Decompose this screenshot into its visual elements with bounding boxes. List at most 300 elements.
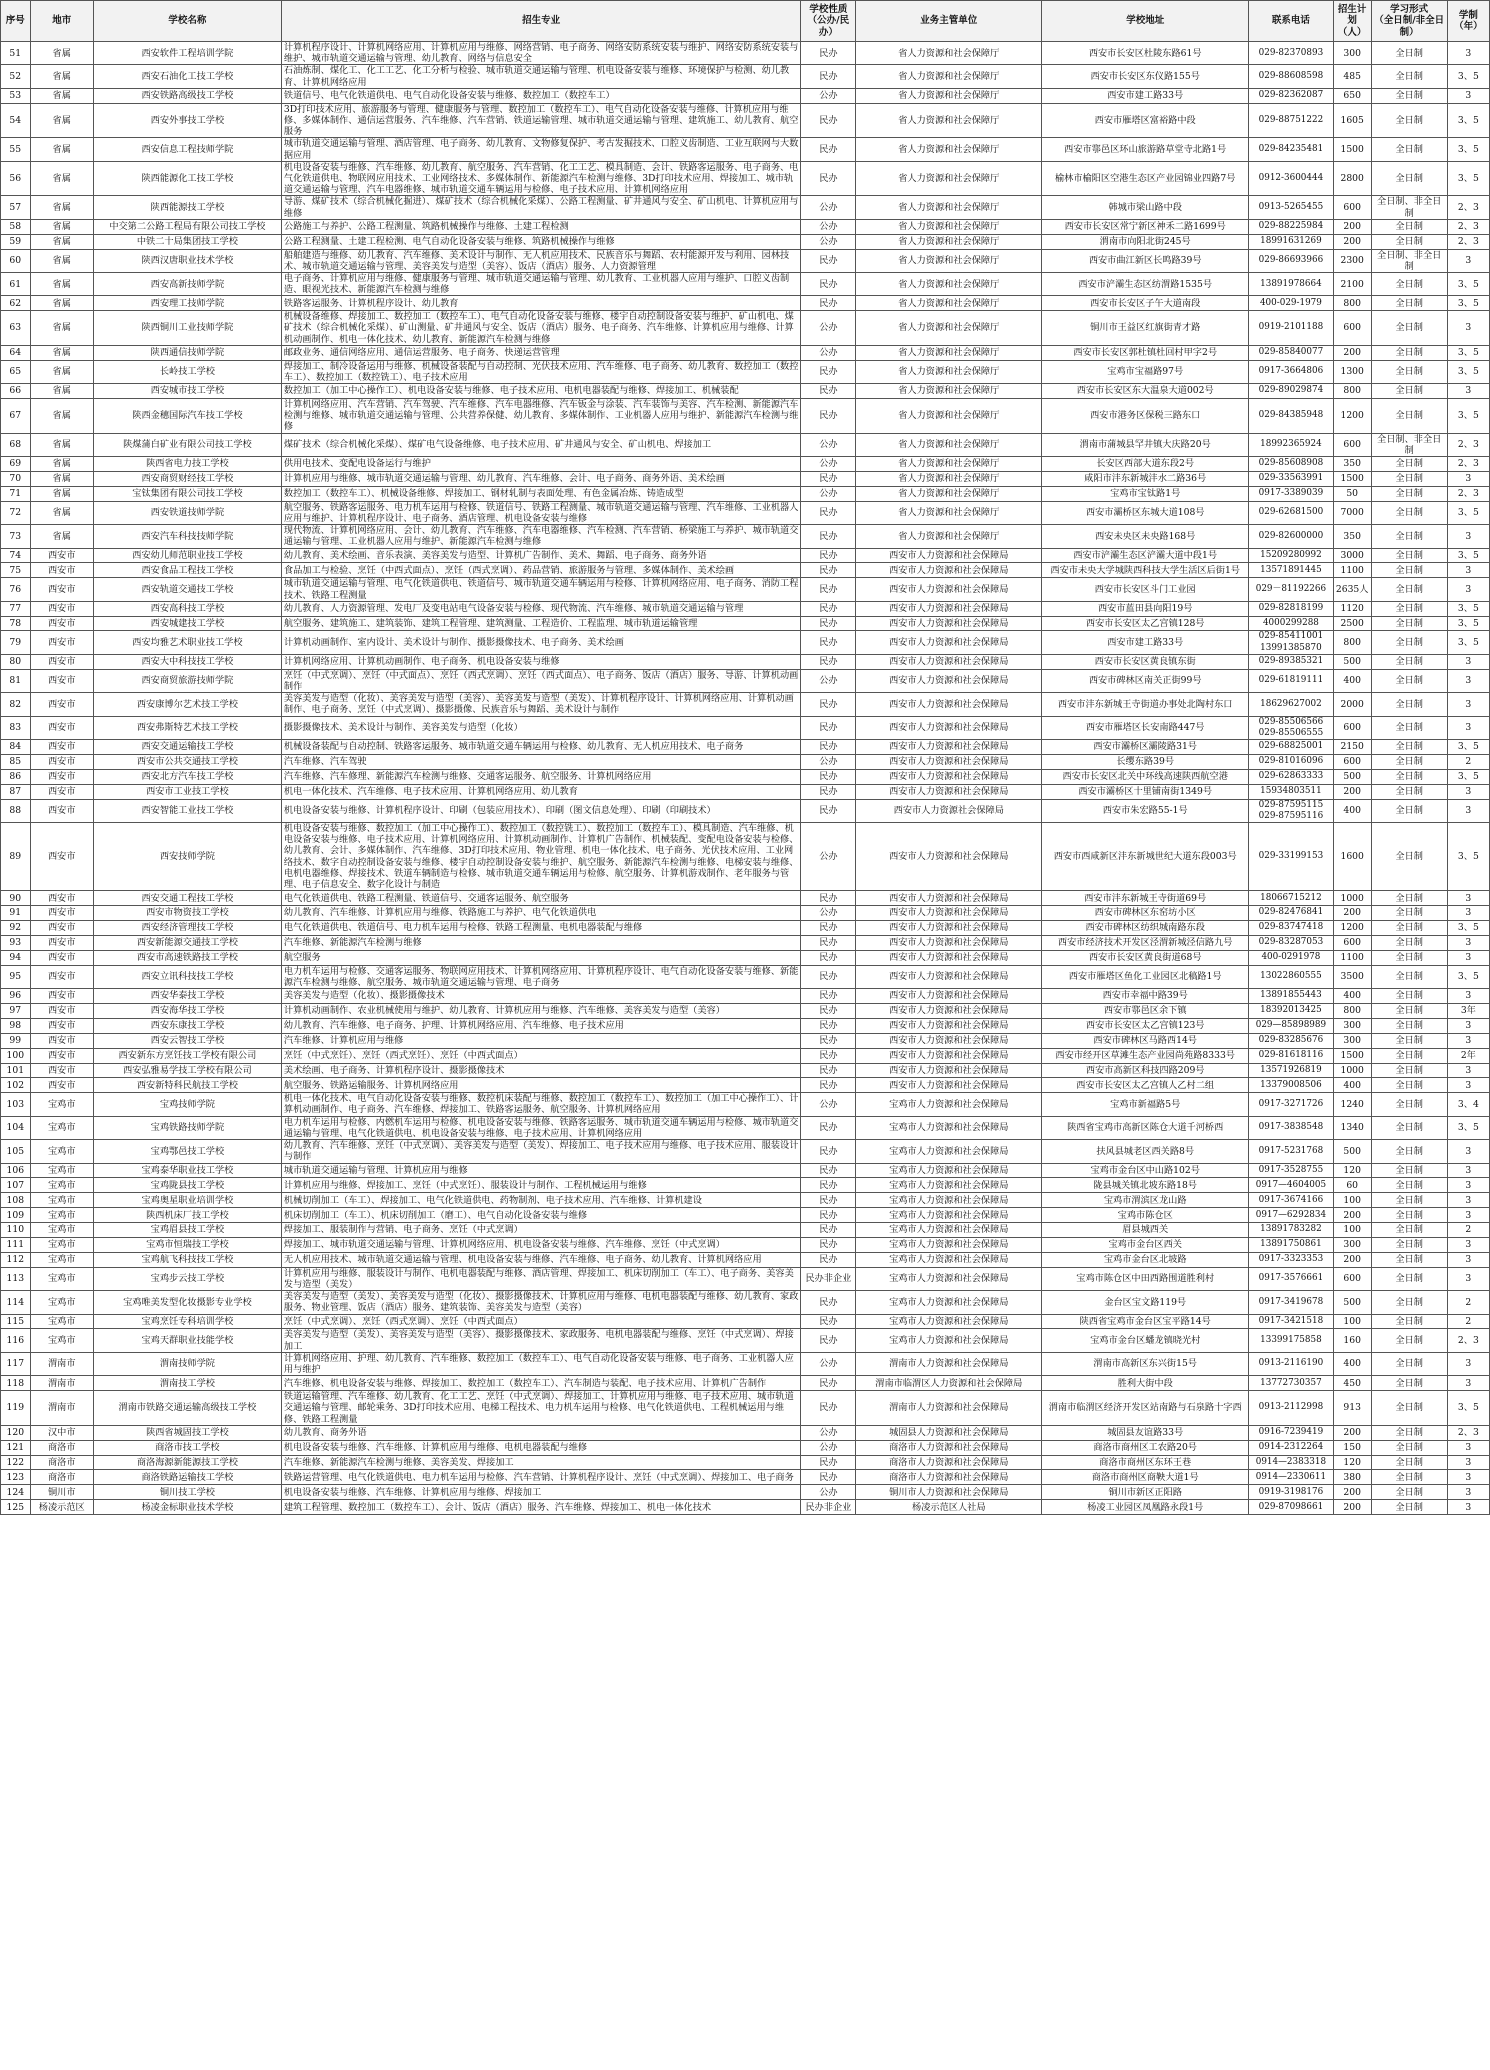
row-duration: 3: [1447, 716, 1489, 739]
row-school-type: 民办: [801, 1078, 856, 1093]
row-address: 西安市港务区保税三路东口: [1042, 399, 1249, 434]
row-school-type: 民办: [801, 525, 856, 548]
table-row: [1, 740, 1490, 755]
row-address: 渭南市向阳北街245号: [1042, 234, 1249, 249]
row-address: 西安市长安区太乙宫镇128号: [1042, 616, 1249, 631]
row-school-name: 渭南技师学院: [93, 1352, 281, 1375]
row-authority: 西安市人力资源和社会保障局: [856, 1063, 1042, 1078]
row-duration: 3: [1447, 1267, 1489, 1290]
row-majors: 数控加工（加工中心操作工）、机电设备安装与维修、电子技术应用、电机电器装配与维修、焊接加工、机械装配: [281, 384, 801, 399]
table-row: [1, 1314, 1490, 1329]
row-majors: 机械设备维修、焊接加工、数控加工（数控车工）、电气自动化设备安装与维修、楼宇自动控制设备安装与维护、矿山机电、煤矿技术（综合机械化采煤）、矿山测量、矿井通风与安全、饭店（酒店）服务、电子商务、汽车维修、计算机应用与维修、计算机动画制作、机电一体化技术、幼儿教育、新能源汽车检测与维修: [281, 311, 801, 346]
row-duration: 3: [1447, 1033, 1489, 1048]
header-school-name: 学校名称: [93, 1, 281, 42]
row-plan: 600: [1333, 716, 1371, 739]
row-address: 西安市沣东新城王寺街道69号: [1042, 891, 1249, 906]
row-school-name: 西安城市技工学校: [93, 384, 281, 399]
row-index: 108: [1, 1193, 31, 1208]
row-phone: 029-62681500: [1249, 501, 1333, 524]
row-authority: 城固县人力资源和社会保障局: [856, 1425, 1042, 1440]
row-majors: 美术绘画、电子商务、计算机程序设计、摄影摄像技术: [281, 1063, 801, 1078]
row-study-mode: 全日制: [1371, 501, 1447, 524]
row-majors: 铁路客运服务、计算机程序设计、幼儿教育: [281, 296, 801, 311]
row-school-name: 宝鸡航飞科技技工学校: [93, 1252, 281, 1267]
row-city: 渭南市: [30, 1391, 93, 1426]
row-city: 宝鸡市: [30, 1093, 93, 1116]
row-authority: 省人力资源和社会保障厅: [856, 196, 1042, 219]
row-plan: 485: [1333, 65, 1371, 88]
table-row: [1, 1048, 1490, 1063]
row-index: 112: [1, 1252, 31, 1267]
row-index: 86: [1, 769, 31, 784]
row-duration: 3: [1447, 799, 1489, 822]
row-city: 宝鸡市: [30, 1223, 93, 1238]
header-study-mode: 学习形式 （全日制/非全日制）: [1371, 1, 1447, 42]
row-address: 西安市朱宏路55-1号: [1042, 799, 1249, 822]
row-school-type: 民办: [801, 103, 856, 138]
row-plan: 1000: [1333, 1063, 1371, 1078]
row-city: 西安市: [30, 693, 93, 716]
row-authority: 西安市人力资源和社会保障局: [856, 950, 1042, 965]
row-plan: 300: [1333, 42, 1371, 65]
row-school-type: 民办: [801, 920, 856, 935]
row-phone: 13891750861: [1249, 1237, 1333, 1252]
row-index: 62: [1, 296, 31, 311]
row-phone: 0917-3271726: [1249, 1093, 1333, 1116]
row-city: 西安市: [30, 950, 93, 965]
row-address: 西安市鄠邑区环山旅游路草堂寺北路1号: [1042, 138, 1249, 161]
row-majors: 城市轨道交通运输与管理、酒店管理、电子商务、幼儿教育、文物修复保护、考古发掘技术、口腔义齿制造、工业互联网与大数据应用: [281, 138, 801, 161]
row-city: 宝鸡市: [30, 1329, 93, 1352]
row-study-mode: 全日制: [1371, 1455, 1447, 1470]
row-authority: 西安市人力资源和社会保障局: [856, 754, 1042, 769]
row-plan: 400: [1333, 1352, 1371, 1375]
row-authority: 西安市人力资源和社会保障局: [856, 716, 1042, 739]
row-school-type: 民办: [801, 1208, 856, 1223]
row-authority: 省人力资源和社会保障厅: [856, 65, 1042, 88]
row-phone: 0917—4604005: [1249, 1178, 1333, 1193]
row-city: 宝鸡市: [30, 1252, 93, 1267]
row-school-name: 西安弘雅易学技工学校有限公司: [93, 1063, 281, 1078]
row-plan: 600: [1333, 754, 1371, 769]
table-row: [1, 501, 1490, 524]
row-school-name: 陕西能源化工技工学校: [93, 161, 281, 196]
row-phone: 18629627002: [1249, 693, 1333, 716]
row-school-name: 西安智能工业技工学校: [93, 799, 281, 822]
row-school-type: 民办: [801, 1237, 856, 1252]
row-duration: 3、5: [1447, 1391, 1489, 1426]
row-index: 76: [1, 578, 31, 601]
row-authority: 宝鸡市人力资源和社会保障局: [856, 1267, 1042, 1290]
row-index: 65: [1, 360, 31, 383]
row-phone: 029-85411001 13991385870: [1249, 631, 1333, 654]
row-phone: 400-029-1979: [1249, 296, 1333, 311]
row-authority: 西安市人力资源和社会保障局: [856, 740, 1042, 755]
row-phone: 0917-3674166: [1249, 1193, 1333, 1208]
header-city: 地市: [30, 1, 93, 42]
row-phone: 13772730357: [1249, 1376, 1333, 1391]
row-authority: 西安市人力资源和社会保障局: [856, 654, 1042, 669]
row-address: 铜川市新区正阳路: [1042, 1485, 1249, 1500]
table-row: [1, 1193, 1490, 1208]
row-city: 省属: [30, 42, 93, 65]
row-plan: 200: [1333, 1252, 1371, 1267]
row-study-mode: 全日制: [1371, 1252, 1447, 1267]
row-authority: 渭南市临渭区人力资源和社会保障局: [856, 1376, 1042, 1391]
row-authority: 西安市人力资源和社会保障局: [856, 920, 1042, 935]
row-city: 省属: [30, 345, 93, 360]
row-authority: 西安市人力资源和社会保障局: [856, 616, 1042, 631]
row-authority: 宝鸡市人力资源和社会保障局: [856, 1208, 1042, 1223]
row-plan: 800: [1333, 296, 1371, 311]
row-plan: 2000: [1333, 693, 1371, 716]
row-plan: 350: [1333, 457, 1371, 472]
row-school-name: 陕煤蒲白矿业有限公司技工学校: [93, 433, 281, 456]
row-phone: 0917—6292834: [1249, 1208, 1333, 1223]
row-school-name: 陕西省城固技工学校: [93, 1425, 281, 1440]
row-duration: 2、3: [1447, 196, 1489, 219]
row-index: 52: [1, 65, 31, 88]
row-plan: 800: [1333, 384, 1371, 399]
row-study-mode: 全日制: [1371, 1093, 1447, 1116]
row-majors: 机电设备安装与维修、计算机程序设计、印刷（包装应用技术）、印刷（图文信息处理）、印刷（印刷技术）: [281, 799, 801, 822]
row-study-mode: 全日制: [1371, 311, 1447, 346]
row-plan: 500: [1333, 1140, 1371, 1163]
row-duration: 3、4: [1447, 1093, 1489, 1116]
row-plan: 400: [1333, 989, 1371, 1004]
row-majors: 航空服务: [281, 950, 801, 965]
row-plan: 650: [1333, 88, 1371, 103]
row-city: 宝鸡市: [30, 1178, 93, 1193]
row-address: 西安市灞桥区东城大道108号: [1042, 501, 1249, 524]
row-phone: 0917-3576661: [1249, 1267, 1333, 1290]
row-plan: 200: [1333, 784, 1371, 799]
row-authority: 渭南市人力资源和社会保障局: [856, 1352, 1042, 1375]
table-row: [1, 1440, 1490, 1455]
row-city: 西安市: [30, 1063, 93, 1078]
row-duration: 3: [1447, 1178, 1489, 1193]
row-study-mode: 全日制: [1371, 219, 1447, 234]
row-study-mode: 全日制: [1371, 920, 1447, 935]
row-city: 西安市: [30, 799, 93, 822]
row-study-mode: 全日制: [1371, 965, 1447, 988]
row-duration: 3、5: [1447, 345, 1489, 360]
row-plan: 150: [1333, 1440, 1371, 1455]
row-authority: 省人力资源和社会保障厅: [856, 360, 1042, 383]
row-school-type: 民办: [801, 1140, 856, 1163]
header-plan: 招生计划 （人）: [1333, 1, 1371, 42]
row-address: 西安市长安区常宁新区神禾二路1699号: [1042, 219, 1249, 234]
row-index: 59: [1, 234, 31, 249]
row-study-mode: 全日制: [1371, 769, 1447, 784]
row-majors: 机电设备安装与维修、数控加工（加工中心操作工）、数控加工（数控铣工）、数控加工（数控车工）、模具制造、汽车维修、机电设备安装与维修、电子技术应用、计算机网络应用、计算机动画制作、计算机广告制作、机械装配、变配电设备安装与检修、幼儿教育、会计、多媒体制作、汽车维修、3D打印技术应用、物业管理、机电一体化技术、电子商务、光伏技术应用、工业网络技术、数字自动控制设备安装与维修、楼宇自动控制设备安装与维护、航空服务、新能源汽车检测与维修、电梯安装与维修、电机电器维修、焊接技术、铁道车辆制造与检修、城市轨道交通车辆运用与检修、航空服务、计算机游戏制作、老年服务与管理、电子信息安全、数字化设计与制造: [281, 822, 801, 890]
row-plan: 500: [1333, 1291, 1371, 1314]
row-authority: 省人力资源和社会保障厅: [856, 272, 1042, 295]
row-school-type: 民办: [801, 616, 856, 631]
row-majors: 美容美发与造型（化妆）、美容美发与造型（美容）、美容美发与造型（美发）、计算机程序设计、计算机网络应用、计算机动画制作、电子商务、烹饪（中式烹调）、摄影摄像、民族音乐与舞蹈、美术设计与制作: [281, 693, 801, 716]
row-study-mode: 全日制: [1371, 578, 1447, 601]
row-plan: 400: [1333, 799, 1371, 822]
row-authority: 西安市人力资源和社会保障局: [856, 1033, 1042, 1048]
row-city: 省属: [30, 433, 93, 456]
row-city: 西安市: [30, 822, 93, 890]
row-school-name: 西安新能源交通技工学校: [93, 935, 281, 950]
row-majors: 焊接加工、制冷设备运用与维修、机械设备装配与自动控制、光伏技术应用、汽车维修、电子商务、幼儿教育、数控加工（数控车工）、数控加工（数控铣工）、电子技术应用: [281, 360, 801, 383]
table-row: [1, 1078, 1490, 1093]
row-study-mode: 全日制: [1371, 1140, 1447, 1163]
row-index: 78: [1, 616, 31, 631]
row-school-type: 民办: [801, 935, 856, 950]
row-index: 51: [1, 42, 31, 65]
row-majors: 公路施工与养护、公路工程测量、筑路机械操作与维修、土建工程检测: [281, 219, 801, 234]
row-index: 89: [1, 822, 31, 890]
row-phone: 400-0291978: [1249, 950, 1333, 965]
row-school-type: 公办: [801, 196, 856, 219]
row-school-name: 长岭技工学校: [93, 360, 281, 383]
row-duration: 3、5: [1447, 822, 1489, 890]
row-duration: 3、5: [1447, 360, 1489, 383]
row-address: 榆林市榆阳区空港生态区产业园锦业四路7号: [1042, 161, 1249, 196]
table-row: [1, 769, 1490, 784]
row-duration: 3: [1447, 906, 1489, 921]
row-address: 西安市长安区黄良街道68号: [1042, 950, 1249, 965]
row-city: 省属: [30, 399, 93, 434]
row-address: 西安市长安区黄良镇东街: [1042, 654, 1249, 669]
row-majors: 导游、煤矿技术（综合机械化掘进）、煤矿技术（综合机械化采煤）、公路工程测量、矿井通风与安全、矿山机电、计算机应用与维修: [281, 196, 801, 219]
row-school-type: 民办: [801, 799, 856, 822]
table-row: [1, 1223, 1490, 1238]
row-phone: 0917-3323353: [1249, 1252, 1333, 1267]
row-duration: 3: [1447, 989, 1489, 1004]
row-address: 西安市碑林区马路西14号: [1042, 1033, 1249, 1048]
row-address: 宝鸡市金台区西关: [1042, 1237, 1249, 1252]
row-study-mode: 全日制: [1371, 1391, 1447, 1426]
row-school-name: 西安城建技工学校: [93, 616, 281, 631]
row-school-type: 民办: [801, 360, 856, 383]
row-duration: 3年: [1447, 1003, 1489, 1018]
row-phone: 0919-2101188: [1249, 311, 1333, 346]
row-plan: 200: [1333, 234, 1371, 249]
row-duration: 3、5: [1447, 501, 1489, 524]
row-school-name: 宝鸡鄂邑技工学校: [93, 1140, 281, 1163]
row-study-mode: 全日制: [1371, 1291, 1447, 1314]
row-school-type: 民办: [801, 1376, 856, 1391]
row-phone: 029-88751222: [1249, 103, 1333, 138]
row-plan: 160: [1333, 1329, 1371, 1352]
row-majors: 3D打印技术应用、旅游服务与管理、健康服务与管理、数控加工（数控车工）、电气自动化设备安装与维修、计算机应用与维修、多媒体制作、通信运营服务、汽车维修、汽车营销、铁道运输管理、城市轨道交通运输与管理、建筑施工、幼儿教育、航空服务: [281, 103, 801, 138]
row-city: 汉中市: [30, 1425, 93, 1440]
row-phone: 029-68825001: [1249, 740, 1333, 755]
row-school-type: 民办: [801, 1033, 856, 1048]
row-duration: 3、5: [1447, 1116, 1489, 1139]
row-city: 省属: [30, 525, 93, 548]
row-school-type: 民办: [801, 1223, 856, 1238]
row-address: 西安市长安区子午大道南段: [1042, 296, 1249, 311]
row-authority: 宝鸡市人力资源和社会保障局: [856, 1223, 1042, 1238]
row-authority: 省人力资源和社会保障厅: [856, 138, 1042, 161]
table-row: [1, 196, 1490, 219]
row-plan: 200: [1333, 906, 1371, 921]
row-school-name: 西安外事技工学校: [93, 103, 281, 138]
row-address: 西安市浐灞生态区纺渭路1535号: [1042, 272, 1249, 295]
row-phone: 029—85898989: [1249, 1018, 1333, 1033]
row-school-name: 渭南市铁路交通运输高级技工学校: [93, 1391, 281, 1426]
row-study-mode: 全日制: [1371, 1208, 1447, 1223]
row-school-type: 公办: [801, 234, 856, 249]
row-plan: 200: [1333, 1208, 1371, 1223]
row-address: 金台区宝文路119号: [1042, 1291, 1249, 1314]
row-duration: 3、5: [1447, 740, 1489, 755]
row-duration: 3: [1447, 563, 1489, 578]
row-school-type: 民办: [801, 1329, 856, 1352]
row-index: 85: [1, 754, 31, 769]
row-majors: 幼儿教育、美术绘画、音乐表演、美容美发与造型、计算机广告制作、美术、舞蹈、电子商务、商务外语: [281, 548, 801, 563]
row-city: 宝鸡市: [30, 1116, 93, 1139]
row-address: 西安市曲江新区长鸣路39号: [1042, 249, 1249, 272]
row-plan: 2500: [1333, 616, 1371, 631]
row-school-type: 民办: [801, 296, 856, 311]
row-index: 53: [1, 88, 31, 103]
row-address: 宝鸡市金台区北坡路: [1042, 1252, 1249, 1267]
row-city: 西安市: [30, 601, 93, 616]
row-school-type: 民办: [801, 65, 856, 88]
row-school-name: 西安铁道技师学院: [93, 501, 281, 524]
table-row: [1, 1352, 1490, 1375]
row-study-mode: 全日制: [1371, 525, 1447, 548]
row-phone: 029-61819111: [1249, 669, 1333, 692]
table-row: [1, 1329, 1490, 1352]
row-index: 90: [1, 891, 31, 906]
row-index: 109: [1, 1208, 31, 1223]
table-row: [1, 65, 1490, 88]
row-address: 西安市西咸新区沣东新城世纪大道东段003号: [1042, 822, 1249, 890]
row-majors: 铁路运营管理、电气化铁道供电、电力机车运用与检修、汽车营销、计算机程序设计、烹饪（中式烹调）、焊接加工、电子商务: [281, 1470, 801, 1485]
row-plan: 800: [1333, 631, 1371, 654]
row-school-type: 民办: [801, 1391, 856, 1426]
row-address: 西安市经开区草滩生态产业园尚苑路8333号: [1042, 1048, 1249, 1063]
row-authority: 西安市人力资源和社会保障局: [856, 548, 1042, 563]
table-row: [1, 1018, 1490, 1033]
row-index: 71: [1, 486, 31, 501]
row-study-mode: 全日制: [1371, 1116, 1447, 1139]
row-school-name: 商洛市技工学校: [93, 1440, 281, 1455]
row-study-mode: 全日制: [1371, 1033, 1447, 1048]
row-plan: 300: [1333, 1033, 1371, 1048]
row-address: 西安市长安区杜陵东路61号: [1042, 42, 1249, 65]
row-index: 120: [1, 1425, 31, 1440]
row-address: 宝鸡市金台区中山路102号: [1042, 1163, 1249, 1178]
row-phone: 029-33563991: [1249, 471, 1333, 486]
row-index: 124: [1, 1485, 31, 1500]
row-phone: 13022860555: [1249, 965, 1333, 988]
row-school-type: 民办: [801, 138, 856, 161]
row-phone: 13891855443: [1249, 989, 1333, 1004]
row-address: 西安市长安区斗门工业园: [1042, 578, 1249, 601]
row-city: 西安市: [30, 578, 93, 601]
row-school-name: 西安石油化工技工学校: [93, 65, 281, 88]
row-authority: 宝鸡市人力资源和社会保障局: [856, 1329, 1042, 1352]
row-index: 83: [1, 716, 31, 739]
row-study-mode: 全日制: [1371, 669, 1447, 692]
row-majors: 供用电技术、变配电设备运行与维护: [281, 457, 801, 472]
row-plan: 120: [1333, 1163, 1371, 1178]
row-address: 宝鸡市新福路5号: [1042, 1093, 1249, 1116]
row-city: 渭南市: [30, 1352, 93, 1375]
row-school-name: 西安幼儿师范职业技工学校: [93, 548, 281, 563]
row-school-name: 西安云智技工学校: [93, 1033, 281, 1048]
row-authority: 省人力资源和社会保障厅: [856, 296, 1042, 311]
row-study-mode: 全日制: [1371, 1048, 1447, 1063]
row-index: 66: [1, 384, 31, 399]
row-school-type: 公办: [801, 433, 856, 456]
row-school-type: 民办: [801, 1063, 856, 1078]
row-majors: 计算机网络应用、计算机动画制作、电子商务、机电设备安装与维修: [281, 654, 801, 669]
row-study-mode: 全日制: [1371, 161, 1447, 196]
row-plan: 2635人: [1333, 578, 1371, 601]
row-duration: 3: [1447, 1352, 1489, 1375]
row-phone: 13891978664: [1249, 272, 1333, 295]
row-index: 105: [1, 1140, 31, 1163]
row-address: 西安未央区未央路168号: [1042, 525, 1249, 548]
row-study-mode: 全日制: [1371, 631, 1447, 654]
row-index: 54: [1, 103, 31, 138]
row-address: 宝鸡市宝福路97号: [1042, 360, 1249, 383]
row-index: 70: [1, 471, 31, 486]
row-study-mode: 全日制: [1371, 88, 1447, 103]
table-row: [1, 548, 1490, 563]
row-school-type: 民办: [801, 1291, 856, 1314]
row-address: 西安市雁塔区鱼化工业园区北稿路1号: [1042, 965, 1249, 988]
row-plan: 1605: [1333, 103, 1371, 138]
row-duration: 3: [1447, 88, 1489, 103]
row-authority: 宝鸡市人力资源和社会保障局: [856, 1116, 1042, 1139]
row-majors: 计算机应用与维修、焊接加工、烹饪（中式烹饪）、服装设计与制作、工程机械运用与维修: [281, 1178, 801, 1193]
row-school-type: 民办: [801, 471, 856, 486]
table-row: [1, 1291, 1490, 1314]
row-school-type: 民办: [801, 965, 856, 988]
row-phone: 029-88608598: [1249, 65, 1333, 88]
row-address: 西安市未央大学城陕西科技大学生活区后街1号: [1042, 563, 1249, 578]
row-school-type: 民办: [801, 548, 856, 563]
row-phone: 13379008506: [1249, 1078, 1333, 1093]
row-school-name: 西安立讯科技技工学校: [93, 965, 281, 988]
row-address: 长缨东路39号: [1042, 754, 1249, 769]
row-plan: 50: [1333, 486, 1371, 501]
row-city: 杨凌示范区: [30, 1500, 93, 1515]
row-school-type: 公办: [801, 457, 856, 472]
row-majors: 城市轨道交通运输与管理、计算机应用与维修: [281, 1163, 801, 1178]
table-row: [1, 1178, 1490, 1193]
table-row: [1, 822, 1490, 890]
row-city: 省属: [30, 486, 93, 501]
row-study-mode: 全日制: [1371, 616, 1447, 631]
table-row: [1, 950, 1490, 965]
row-study-mode: 全日制: [1371, 138, 1447, 161]
row-plan: 2800: [1333, 161, 1371, 196]
row-address: 扶风县城老区西关路8号: [1042, 1140, 1249, 1163]
row-address: 宝鸡市宝钛路1号: [1042, 486, 1249, 501]
row-school-name: 西安北方汽车技工学校: [93, 769, 281, 784]
table-row: [1, 1003, 1490, 1018]
row-index: 103: [1, 1093, 31, 1116]
row-index: 117: [1, 1352, 31, 1375]
row-study-mode: 全日制: [1371, 345, 1447, 360]
row-plan: 1340: [1333, 1116, 1371, 1139]
row-study-mode: 全日制: [1371, 384, 1447, 399]
row-address: 宝鸡市渭滨区龙山路: [1042, 1193, 1249, 1208]
row-study-mode: 全日制: [1371, 103, 1447, 138]
row-study-mode: 全日制: [1371, 296, 1447, 311]
